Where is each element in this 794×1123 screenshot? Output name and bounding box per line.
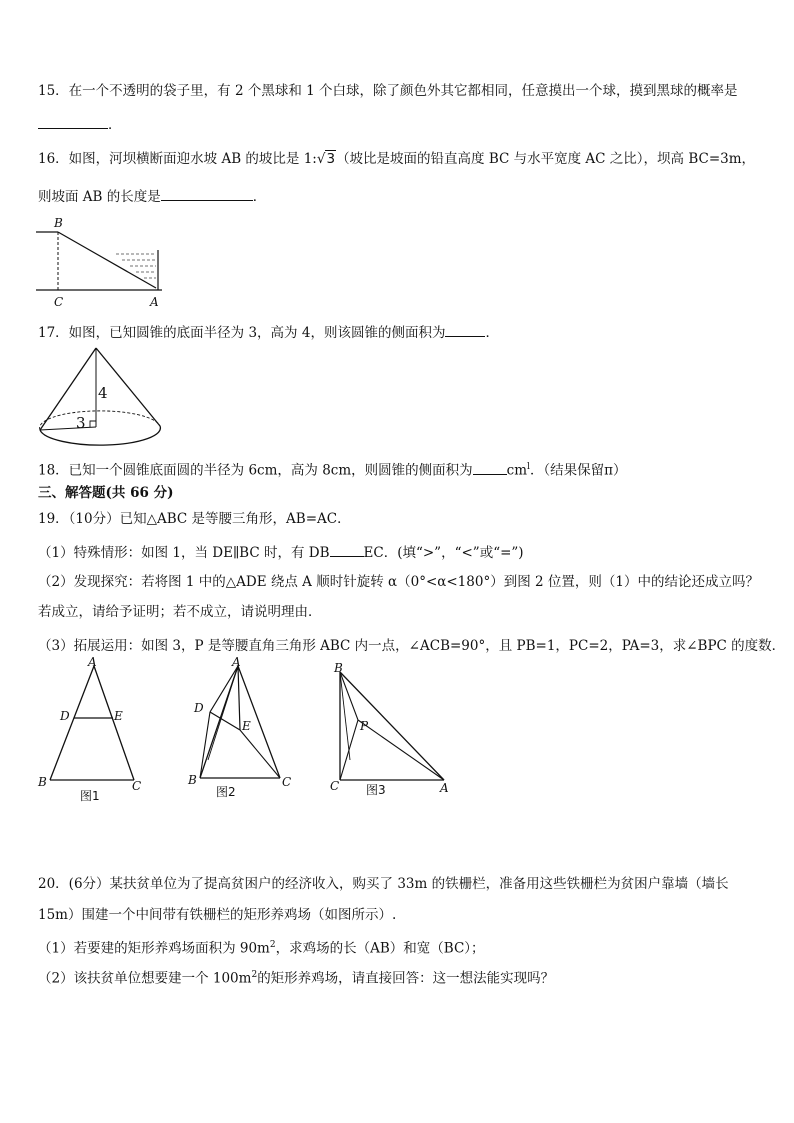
q18-unit: cm — [506, 462, 528, 479]
q19-part3: （3）拓展运用：如图 3，P 是等腰直角三角形 ABC 内一点，∠ACB=90°，且 PB=1，PC=2，PA=3，求∠BPC 的度数． — [38, 638, 786, 654]
fig2-caption: 图2 — [216, 785, 236, 799]
answer-blank — [38, 114, 108, 129]
q16-line1 — [38, 150, 755, 168]
q16-text-c: 则坡面 AB 的长度是 — [38, 189, 161, 205]
q19-part2-line2: 若成立，请给予证明；若不成立，请说明理由． — [38, 604, 322, 620]
label-C: C — [54, 295, 64, 309]
fig3-label-C: C — [330, 779, 340, 793]
q17-text: 17．如图，已知圆锥的底面半径为 3，高为 4，则该圆锥的侧面积为 — [38, 325, 446, 341]
q20-p1-sup: 2 — [269, 940, 276, 950]
q20-line1: 20．(6分）某扶贫单位为了提高贫困户的经济收入，购买了 33m 的铁栅栏，准备用这些铁栅栏为贫困户靠墙（墙长 — [38, 876, 729, 892]
answer-blank — [330, 542, 364, 557]
figure-1 — [36, 656, 146, 804]
sqrt-expression: √3 — [316, 151, 336, 167]
q15-line2 — [38, 114, 122, 134]
fig2-label-C: C — [282, 775, 292, 789]
label-B: B — [54, 216, 63, 230]
figure-2 — [186, 656, 298, 804]
q18-line1 — [38, 458, 627, 480]
q16-line2 — [38, 186, 266, 206]
q20-part1 — [38, 936, 485, 958]
q20-p2-sup: 2 — [251, 970, 258, 980]
answer-blank — [473, 460, 507, 475]
answer-blank — [161, 186, 253, 201]
q19-intro: 19．（10分）已知△ABC 是等腰三角形，AB=AC． — [38, 511, 351, 527]
q20-p1-text-a: （1）若要建的矩形养鸡场面积为 90m — [38, 940, 270, 957]
q20-line2: 15m）围建一个中间带有铁栅栏的矩形养鸡场（如图所示）. — [38, 907, 397, 923]
label-radius: 3 — [76, 414, 86, 432]
q17-line1 — [38, 322, 499, 342]
q20-p2-text-a: （2）该扶贫单位想要建一个 100m — [38, 970, 252, 987]
q18-text-a: 18．已知一个圆锥底面圆的半径为 6cm，高为 8cm，则圆锥的侧面积为 — [38, 462, 473, 479]
answer-blank — [445, 322, 485, 337]
fig2-label-B: B — [188, 773, 197, 787]
fig1-label-A: A — [88, 655, 97, 669]
fig2-label-E: E — [242, 719, 251, 733]
fig1-label-D: D — [60, 709, 70, 723]
fig2-label-A: A — [232, 655, 241, 669]
label-A: A — [150, 295, 159, 309]
fig3-caption: 图3 — [366, 783, 386, 797]
fig1-label-B: B — [38, 775, 47, 789]
fig3-label-B: B — [334, 661, 343, 675]
q16-end: ． — [252, 189, 267, 205]
q20-part2 — [38, 966, 554, 988]
fig2-label-D: D — [194, 701, 204, 715]
q16-text-a: 16．如图，河坝横断面迎水坡 AB 的坡比是 1: — [38, 151, 317, 167]
sqrt-radicand: 3 — [326, 151, 336, 167]
fig1-label-E: E — [114, 709, 123, 723]
fig3-label-P: P — [360, 719, 369, 733]
cone-figure — [36, 344, 166, 448]
q16-text-b: （坡比是坡面的铅直高度 BC 与水平宽度 AC 之比），坝高 BC=3m， — [336, 151, 756, 167]
q19-part2-line1: （2）发现探究：若将图 1 中的△ADE 绕点 A 顺时针旋转 α（0°<α<180°）到图 2 位置，则（1）中的结论还成立吗？ — [38, 574, 759, 590]
label-height: 4 — [98, 384, 108, 402]
q18-text-c: ．（结果保留π） — [529, 462, 627, 479]
dam-figure — [36, 214, 166, 308]
q19-part1 — [38, 542, 524, 562]
q17-end: ． — [485, 325, 499, 341]
q15-line1: 15．在一个不透明的袋子里，有 2 个黑球和 1 个白球，除了颜色外其它都相同，任意摸出一个球，摸到黑球的概率是 — [38, 83, 738, 99]
q19-p1-text-a: （1）特殊情形：如图 1，当 DE∥BC 时，有 DB — [38, 545, 330, 561]
q20-p2-text-b: 的矩形养鸡场，请直接回答：这一想法能实现吗？ — [257, 970, 555, 987]
section-header: 三、解答题(共 66 分) — [38, 485, 174, 501]
q15-end: ． — [108, 117, 122, 133]
fig1-caption: 图1 — [80, 789, 100, 803]
q19-p1-text-b: EC．(填“>”，“<”或“=”) — [363, 545, 524, 561]
figure-3 — [326, 660, 456, 804]
q20-p1-text-b: ，求鸡场的长（AB）和宽（BC）； — [275, 940, 485, 957]
q18-unit-sup: l — [527, 462, 530, 472]
fig1-label-C: C — [132, 779, 142, 793]
fig3-label-A: A — [440, 781, 449, 795]
